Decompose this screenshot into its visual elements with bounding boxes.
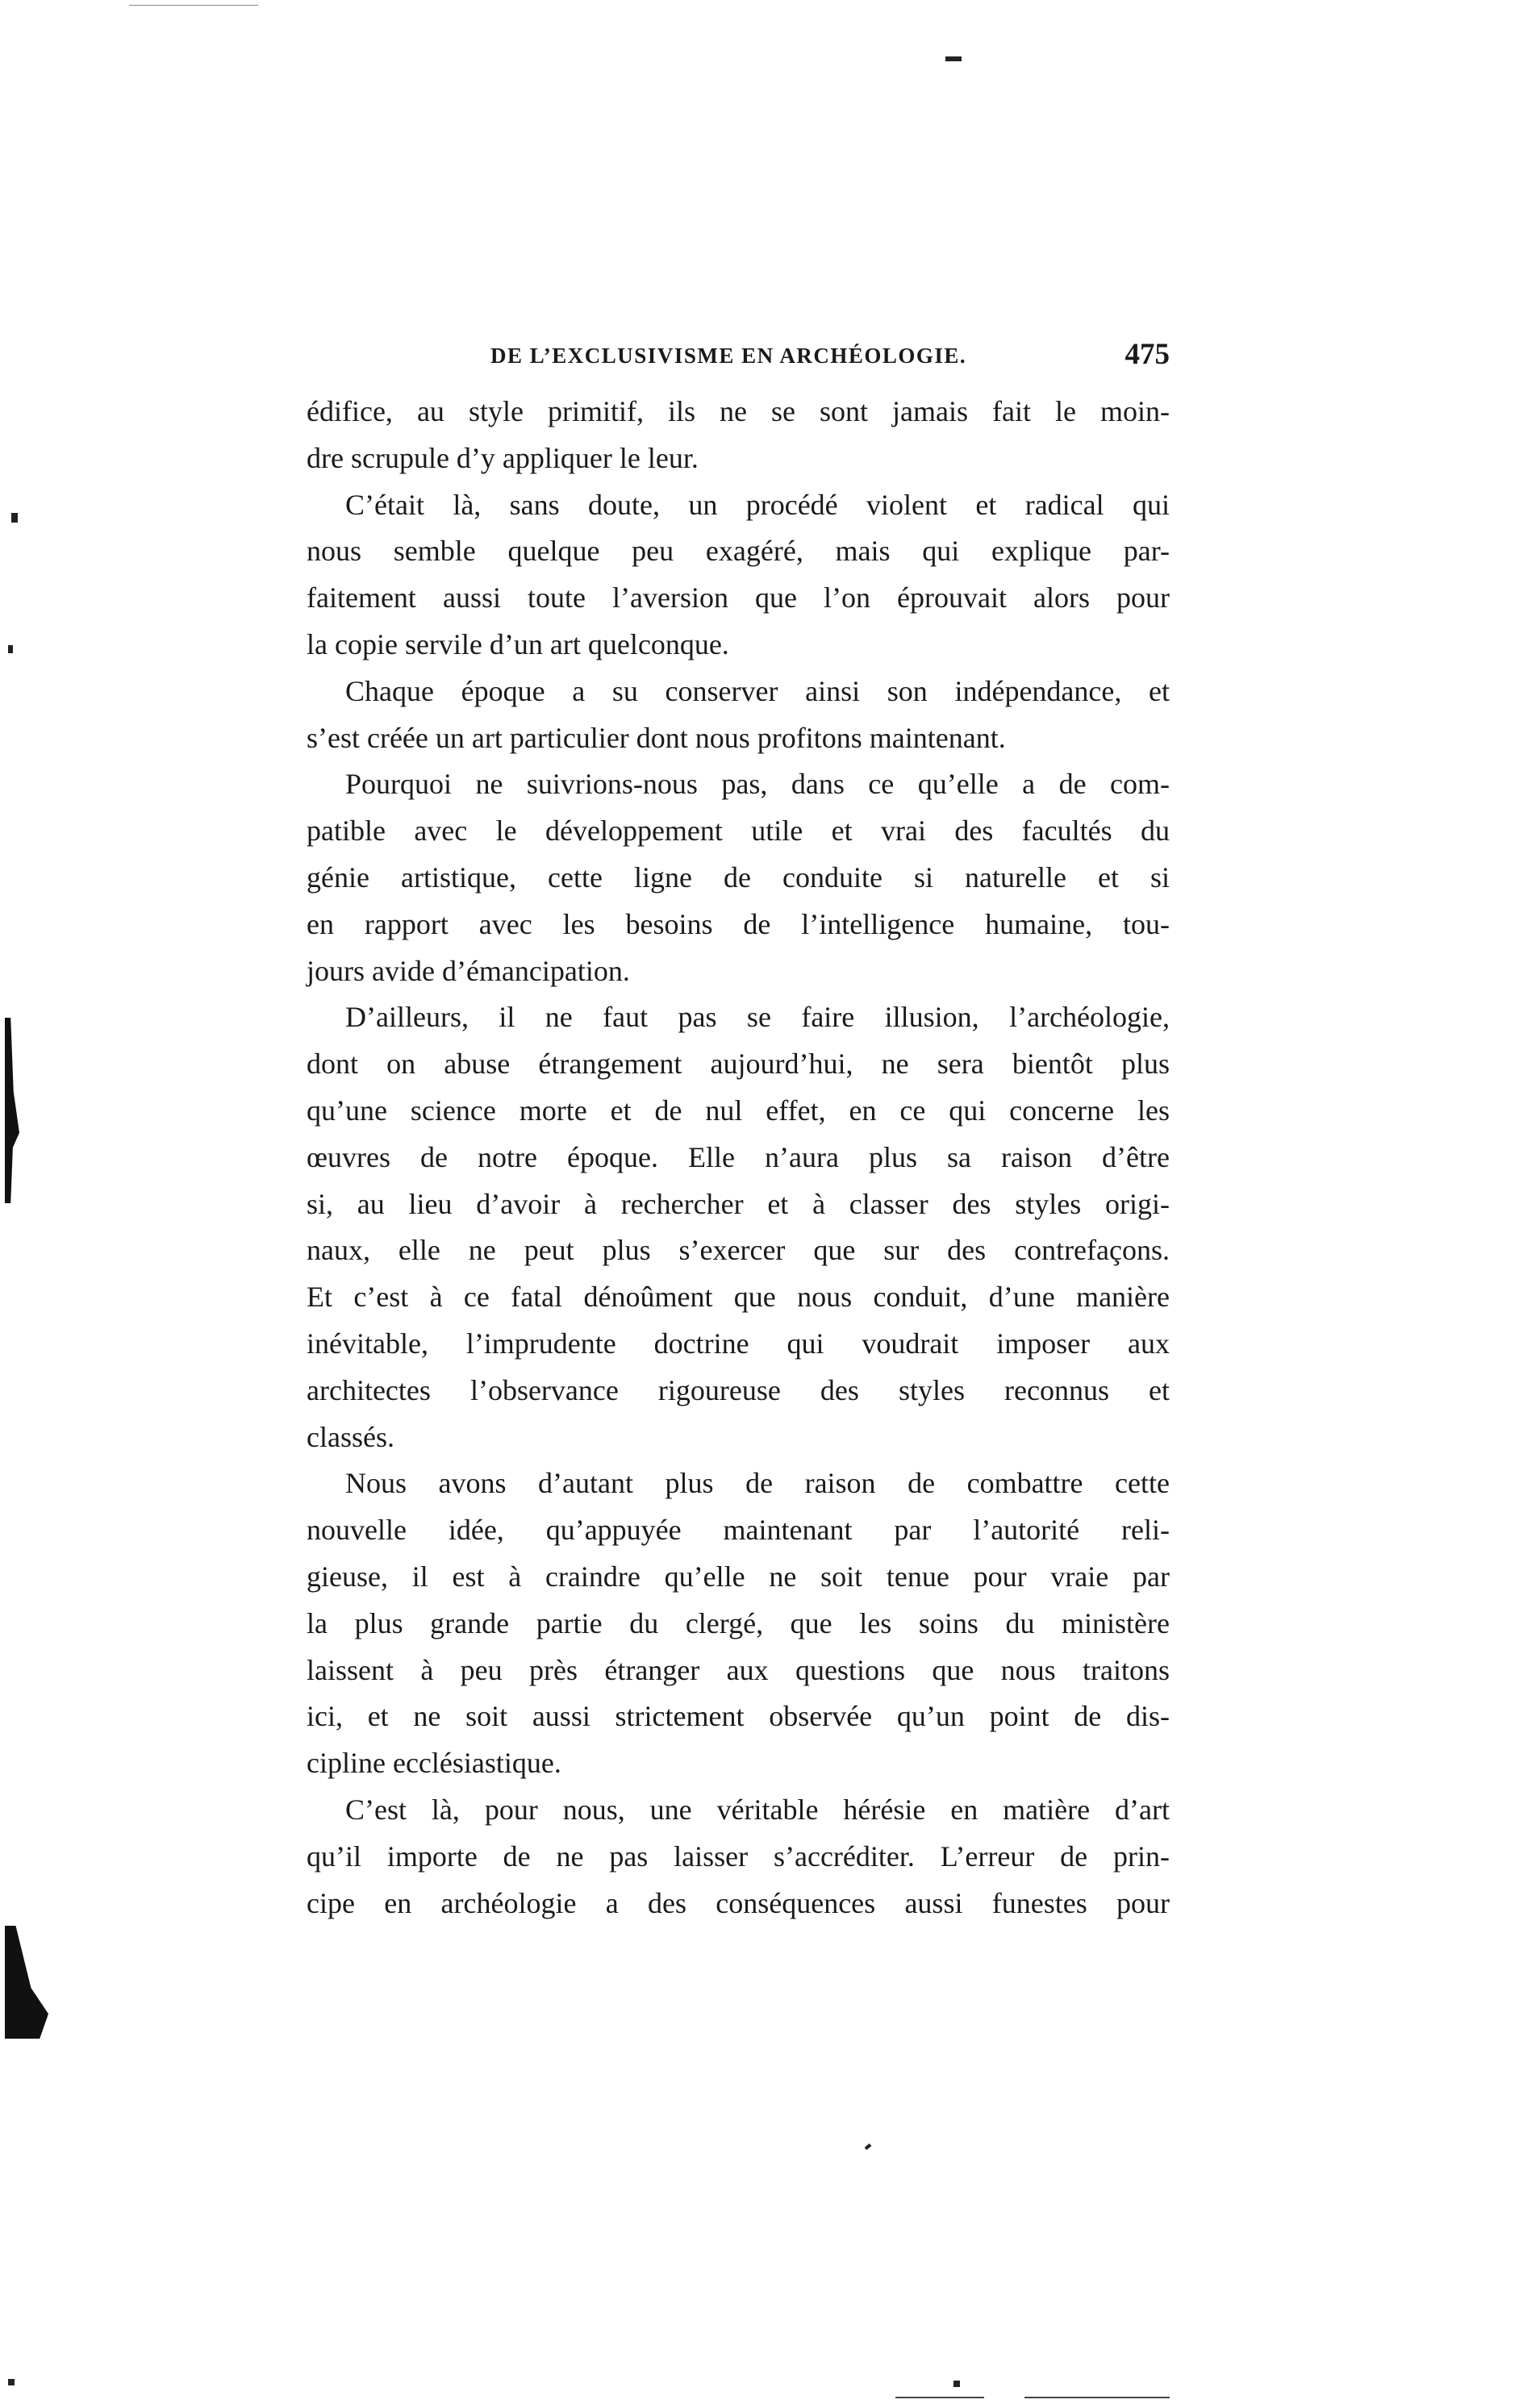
text-line: qu’il importe de ne pas laisser s’accréditer. L’erreur de prin- [307, 1839, 1170, 1873]
scan-speck-left-1 [11, 513, 18, 523]
text-line: architectes l’observance rigoureuse des styles reconnus et [307, 1373, 1170, 1406]
text-line: gieuse, il est à craindre qu’elle ne soit tenue pour vraie par [307, 1560, 1170, 1593]
text-line: si, au lieu d’avoir à rechercher et à classer des styles origi- [307, 1187, 1170, 1220]
text-line: nouvelle idée, qu’appuyée maintenant par l’autorité reli- [307, 1514, 1170, 1547]
running-head [307, 337, 1170, 385]
text-line: s’est créée un art particulier dont nous profitons maintenant. [307, 721, 1006, 754]
running-title: DE L’EXCLUSIVISME EN ARCHÉOLOGIE. [490, 344, 967, 368]
text-line: laissent à peu près étranger aux questions que nous traitons [307, 1653, 1170, 1686]
text-line: ici, et ne soit aussi strictement observée qu’un point de dis- [307, 1700, 1170, 1733]
text-line: œuvres de notre époque. Elle n’aura plus sa raison d’être [307, 1140, 1170, 1173]
page-number: 475 [1125, 338, 1170, 371]
scan-margin-mark-1 [5, 1018, 19, 1203]
text-line: naux, elle ne peut plus s’exercer que sur des contrefaçons. [307, 1234, 1170, 1267]
text-line: édifice, au style primitif, ils ne se sont jamais fait le moin- [307, 395, 1170, 427]
scan-margin-mark-2 [5, 1926, 48, 2039]
text-line: Chaque époque a su conserver ainsi son indépendance, et [345, 674, 1170, 707]
text-line: dre scrupule d’y appliquer le leur. [307, 441, 699, 474]
scan-speck-top [945, 56, 962, 61]
text-line: en rapport avec les besoins de l’intelligence humaine, tou- [307, 907, 1170, 940]
text-line: qu’une science morte et de nul effet, en ce qui concerne les [307, 1094, 1170, 1127]
scan-speck-bottom-mid [953, 2381, 960, 2387]
text-line: génie artistique, cette ligne de conduite si naturelle et si [307, 860, 1170, 894]
text-line: C’est là, pour nous, une véritable hérésie en matière d’art [345, 1793, 1170, 1826]
text-line: Et c’est à ce fatal dénoûment que nous conduit, d’une manière [307, 1281, 1170, 1314]
text-line: la plus grande partie du clergé, que les soins du ministère [307, 1606, 1170, 1639]
text-line: faitement aussi toute l’aversion que l’on éprouvait alors pour [307, 581, 1170, 614]
text-line: Pourquoi ne suivrions-nous pas, dans ce qu’elle a de com- [345, 768, 1170, 801]
scan-speck-left-2 [8, 645, 13, 653]
text-line: jours avide d’émancipation. [307, 954, 630, 987]
text-line: nous semble quelque peu exagéré, mais qui explique par- [307, 535, 1170, 568]
scan-speck-bottom-left [8, 2379, 15, 2385]
text-line: cipe en archéologie a des conséquences aussi funestes pour [307, 1886, 1170, 1919]
scan-rule-bottom-1 [895, 2397, 984, 2398]
text-line: Nous avons d’autant plus de raison de combattre cette [345, 1467, 1170, 1500]
text-line: inévitable, l’imprudente doctrine qui voudrait imposer aux [307, 1327, 1170, 1360]
scan-rule-bottom-2 [1024, 2397, 1170, 2398]
scan-speck-mid-right [865, 2143, 872, 2150]
scan-rule-top-left [129, 5, 258, 6]
body-text [307, 389, 1170, 1927]
text-line: D’ailleurs, il ne faut pas se faire illusion, l’archéologie, [345, 1001, 1170, 1034]
text-line: C’était là, sans doute, un procédé violent et radical qui [345, 488, 1170, 521]
text-line: la copie servile d’un art quelconque. [307, 627, 729, 660]
text-line: cipline ecclésiastique. [307, 1747, 561, 1780]
text-line: dont on abuse étrangement aujourd’hui, ne sera bientôt plus [307, 1048, 1170, 1081]
text-line: classés. [307, 1420, 394, 1453]
text-line: patible avec le développement utile et vrai des facultés du [307, 814, 1170, 848]
